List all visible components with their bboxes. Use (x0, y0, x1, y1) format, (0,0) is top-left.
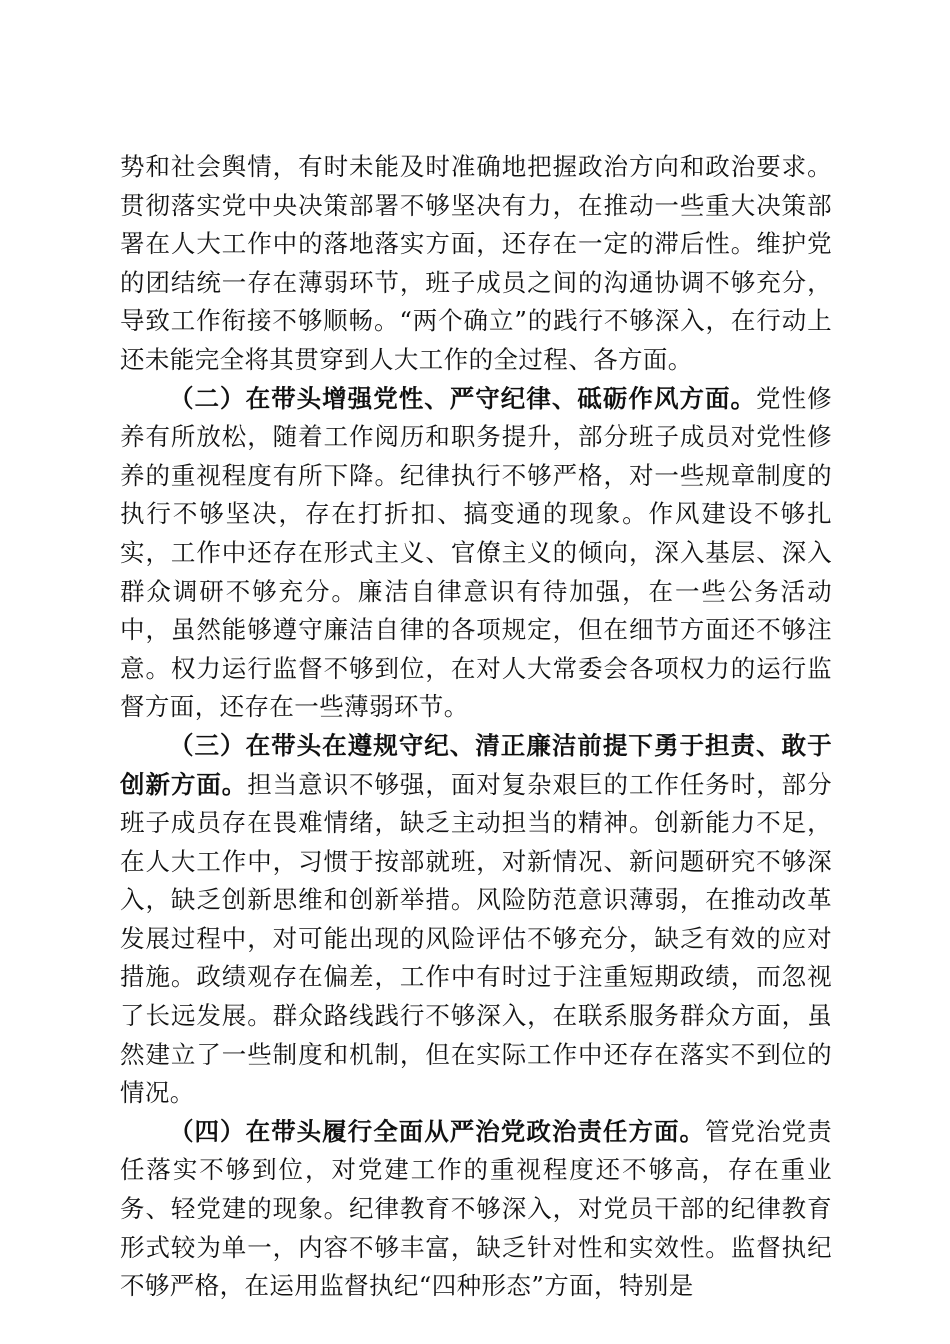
paragraph-body: 管党治党责任落实不够到位，对党建工作的重视程度还不够高，存在重业务、轻党建的现象。纪律教育不够深入，对党员干部的纪律教育形式较为单一，内容不够丰富，缺乏针对性和实效性。监督执纪不够严格，在运用监督执纪“四种形态”方面，特别是 (120, 1116, 832, 1301)
paragraph-body: 担当意识不够强，面对复杂艰巨的工作任务时，部分班子成员存在畏难情绪，缺乏主动担当的精神。创新能力不足，在人大工作中，习惯于按部就班，对新情况、新问题研究不够深入，缺乏创新思维和创新举措。风险防范意识薄弱，在推动改革发展过程中，对可能出现的风险评估不够充分，缺乏有效的应对措施。政绩观存在偏差，工作中有时过于注重短期政绩，而忽视了长远发展。群众路线践行不够深入，在联系服务群众方面，虽然建立了一些制度和机制，但在实际工作中还存在落实不到位的情况。 (120, 769, 833, 1108)
paragraph-body: 党性修养有所放松，随着工作阅历和职务提升，部分班子成员对党性修养的重视程度有所下降。纪律执行不够严格，对一些规章制度的执行不够坚决，存在打折扣、搞变通的现象。作风建设不够扎实，工作中还存在形式主义、官僚主义的倾向，深入基层、深入群众调研不够充分。廉洁自律意识有待加强，在一些公务活动中，虽然能够遵守廉洁自律的各项规定，但在细节方面还不够注意。权力运行监督不够到位，在对人大常委会各项权力的运行监督方面，还存在一些薄弱环节。 (120, 383, 832, 722)
paragraph-section-3 (120, 727, 832, 1113)
paragraph-section-2 (120, 380, 832, 727)
paragraph-continuation (120, 148, 832, 380)
document-page (120, 148, 832, 1306)
paragraph-section-4 (120, 1113, 832, 1306)
section-heading: （四）在带头履行全面从严治党政治责任方面。 (169, 1116, 705, 1146)
section-heading: （二）在带头增强党性、严守纪律、砥砺作风方面。 (169, 383, 757, 413)
paragraph-body: 势和社会舆情，有时未能及时准确地把握政治方向和政治要求。贯彻落实党中央决策部署不够坚决有力，在推动一些重大决策部署在人大工作中的落地落实方面，还存在一定的滞后性。维护党的团结统一存在薄弱环节，班子成员之间的沟通协调不够充分，导致工作衔接不够顺畅。“两个确立”的践行不够深入，在行动上还未能完全将其贯穿到人大工作的全过程、各方面。 (120, 152, 832, 374)
section-heading: （三）在带头在遵规守纪、清正廉洁前提下勇于担责、敢于创新方面。 (120, 730, 832, 799)
